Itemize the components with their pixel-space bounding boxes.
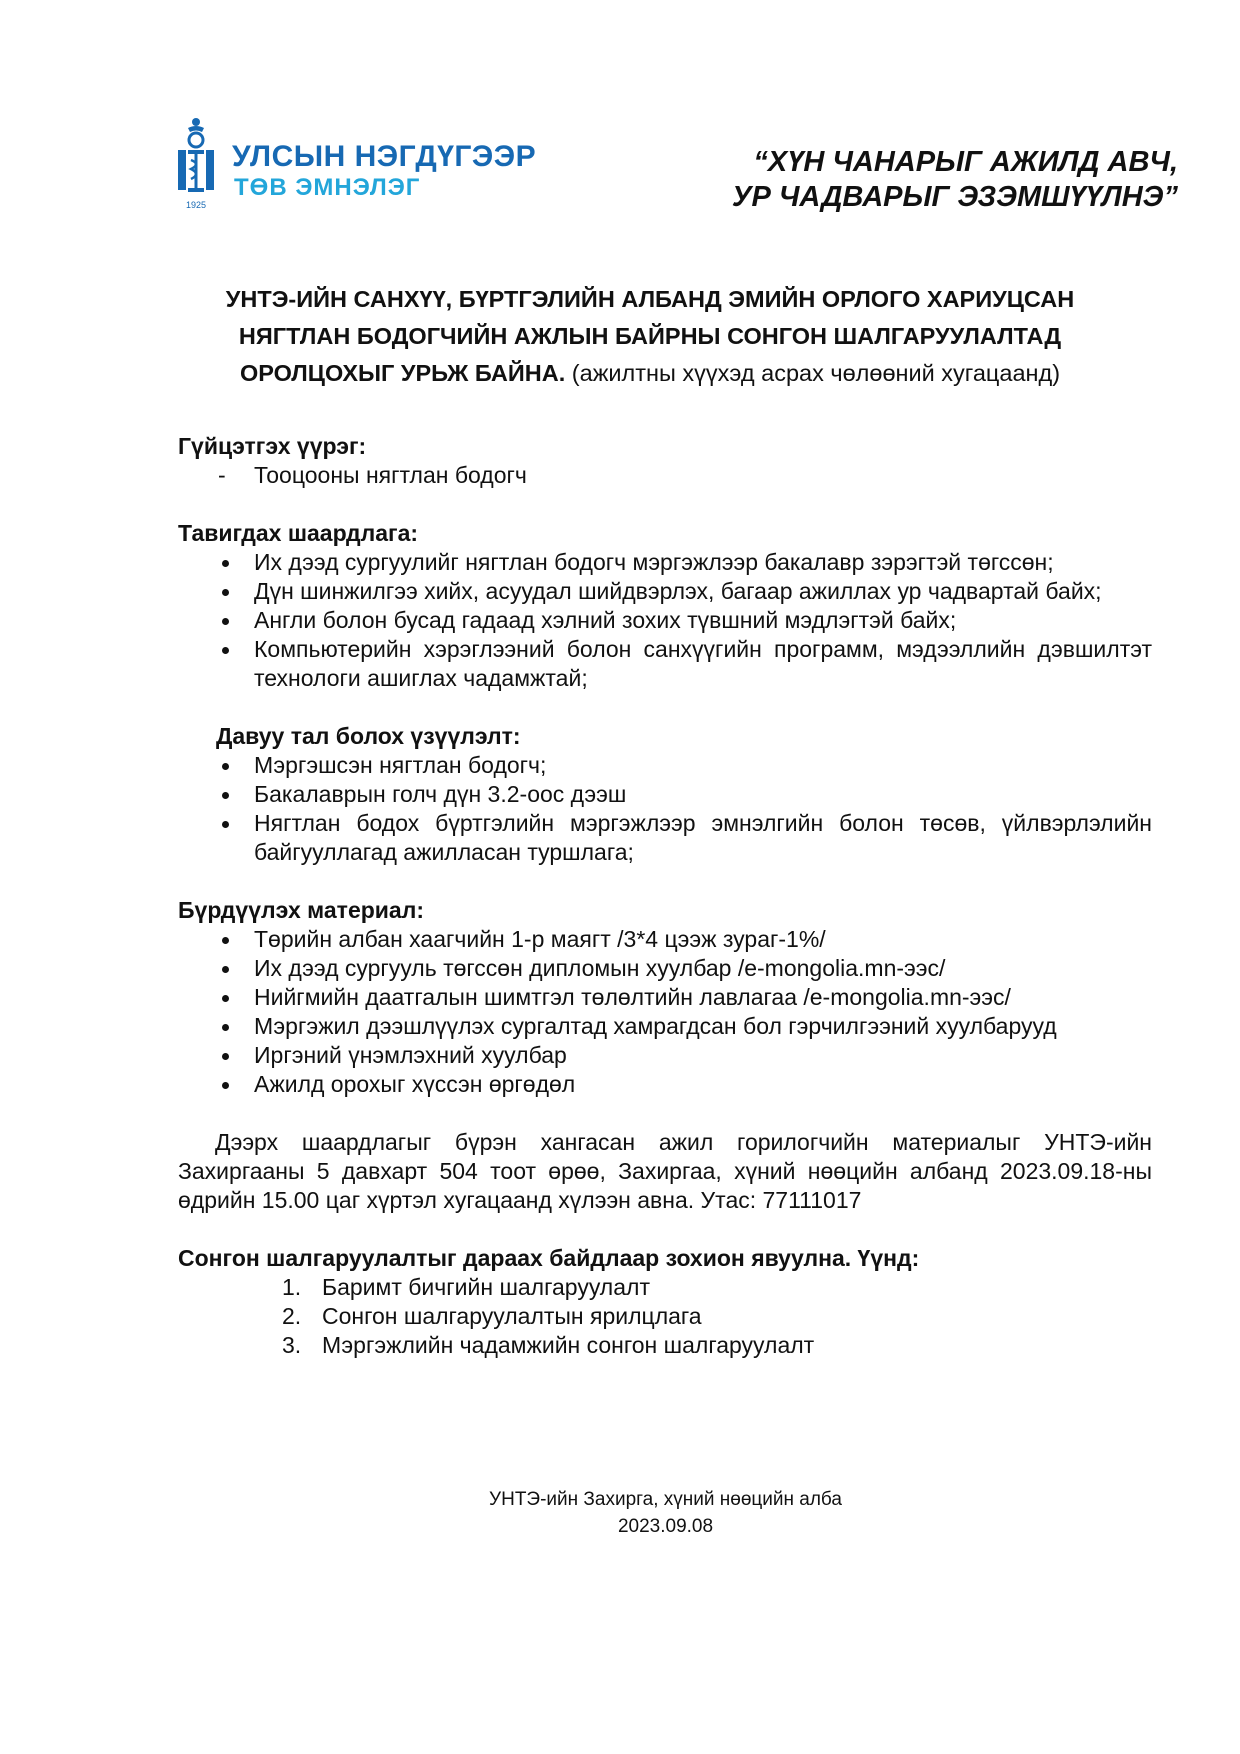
selection-heading: Сонгон шалгаруулалтыг дараах байдлаар зохион явуулна. Үүнд:: [178, 1245, 920, 1271]
advantage-text: Нягтлан бодох бүртгэлийн мэргэжлээр эмнэлгийн болон төсөв, үйлвэрлэлийн байгууллагад ажилласан туршлага;: [254, 810, 1152, 865]
material-text: Нийгмийн даатгалын шимтгэл төлөлтийн лавлагаа /e-mongolia.mn-ээс/: [254, 984, 1011, 1010]
requirement-item: [178, 606, 1152, 635]
duties-section: [178, 432, 1152, 490]
logo-name-line1: УЛСЫН НЭГДҮГЭЭР: [232, 140, 537, 173]
materials-heading: Бүрдүүлэх материал:: [178, 897, 424, 923]
duty-text: Тооцооны нягтлан бодогч: [254, 462, 527, 488]
material-item: [178, 954, 1152, 983]
advantage-item: [178, 751, 1152, 780]
material-text: Иргэний үнэмлэхний хуулбар: [254, 1042, 567, 1068]
requirements-heading: Тавигдах шаардлага:: [178, 520, 419, 546]
material-text: Мэргэжил дээшлүүлэх сургалтад хамрагдсан бол гэрчилгээний хуулбарууд: [254, 1013, 1057, 1039]
announcement-title: [178, 281, 1122, 392]
duties-heading: Гүйцэтгэх үүрэг:: [178, 433, 367, 459]
signature-block: [0, 1486, 1240, 1540]
advantage-text: Мэргэшсэн нягтлан бодогч;: [254, 752, 547, 778]
bullet-icon: [222, 1053, 229, 1060]
step-text: Баримт бичгийн шалгаруулалт: [322, 1274, 650, 1300]
bullet-icon: [222, 647, 229, 654]
step-number: 1.: [282, 1274, 302, 1300]
footer-date: 2023.09.08: [617, 1516, 714, 1537]
bullet-icon: [222, 589, 229, 596]
material-text: Их дээд сургууль төгссөн дипломын хуулбар /e-mongolia.mn-ээс/: [254, 955, 946, 981]
requirement-text: Дүн шинжилгээ хийх, асуудал шийдвэрлэх, багаар ажиллах ур чадвартай байх;: [254, 578, 1102, 604]
bullet-icon: [222, 560, 229, 567]
title-line1: УНТЭ-ИЙН САНХҮҮ, БҮРТГЭЛИЙН АЛБАНД ЭМИЙН ОРЛОГО ХАРИУЦСАН: [225, 286, 1075, 312]
bullet-icon: [222, 995, 229, 1002]
material-item: [178, 925, 1152, 954]
selection-step: [178, 1331, 1152, 1360]
logo-name-line2: ТӨВ ЭМНЭЛЭГ: [234, 174, 421, 201]
material-item: [178, 1070, 1152, 1099]
logo-year: 1925: [185, 200, 207, 210]
hospital-logo: [174, 116, 556, 212]
material-item: [178, 1041, 1152, 1070]
advantage-item: [178, 780, 1152, 809]
requirement-text: Их дээд сургуулийг нягтлан бодогч мэргэжлээр бакалавр зэрэгтэй төгссөн;: [254, 549, 1054, 575]
title-line3-bold: ОРОЛЦОХЫГ УРЬЖ БАЙНА.: [239, 360, 566, 386]
selection-step: [178, 1273, 1152, 1302]
announcement-body: [178, 432, 1152, 1360]
requirement-item: [178, 548, 1152, 577]
advantage-text: Бакалаврын голч дүн 3.2-оос дээш: [254, 781, 627, 807]
material-item: [178, 1012, 1152, 1041]
step-number: 3.: [282, 1332, 302, 1358]
requirement-item: [178, 635, 1152, 693]
requirement-text: Компьютерийн хэрэглээний болон санхүүгийн программ, мэдээллийн дэвшилтэт технологи ашиглах чадамжтай;: [254, 636, 1152, 691]
material-text: Төрийн албан хаагчийн 1-р маягт /3*4 цээж зураг-1%/: [254, 926, 826, 952]
hospital-emblem-icon: [174, 116, 218, 212]
motto-line2: УР ЧАДВАРЫГ ЭЗЭМШҮҮЛНЭ”: [731, 181, 1178, 213]
dash-marker: -: [218, 462, 226, 488]
selection-step: [178, 1302, 1152, 1331]
bullet-icon: [222, 821, 229, 828]
motto: [708, 145, 1178, 215]
bullet-icon: [222, 618, 229, 625]
bullet-icon: [222, 763, 229, 770]
footer-org: УНТЭ-ийн Захирга, хүний нөөцийн алба: [489, 1489, 842, 1510]
selection-section: [178, 1244, 1152, 1360]
step-text: Сонгон шалгаруулалтын ярилцлага: [322, 1303, 702, 1329]
title-note: (ажилтны хүүхэд асрах чөлөөний хугацаанд): [565, 360, 1061, 386]
advantages-heading: Давуу тал болох үзүүлэлт:: [216, 723, 521, 749]
motto-line1: “ХҮН ЧАНАРЫГ АЖИЛД АВЧ,: [753, 146, 1178, 178]
title-line3: [178, 355, 1122, 392]
requirement-text: Англи болон бусад гадаад хэлний зохих түвшний мэдлэгтэй байх;: [254, 607, 957, 633]
duty-item: [178, 461, 1152, 490]
bullet-icon: [222, 937, 229, 944]
advantage-item: [178, 809, 1152, 867]
step-number: 2.: [282, 1303, 302, 1329]
material-text: Ажилд орохыг хүссэн өргөдөл: [254, 1071, 576, 1097]
requirements-section: [178, 519, 1152, 693]
advantages-section: [178, 722, 1152, 867]
title-line2: НЯГТЛАН БОДОГЧИЙН АЖЛЫН БАЙРНЫ СОНГОН ШАЛГАРУУЛАЛТАД: [238, 323, 1062, 349]
step-text: Мэргэжлийн чадамжийн сонгон шалгаруулалт: [322, 1332, 815, 1358]
requirement-item: [178, 577, 1152, 606]
bullet-icon: [222, 966, 229, 973]
bullet-icon: [222, 792, 229, 799]
material-item: [178, 983, 1152, 1012]
submission-paragraph: Дээрх шаардлагыг бүрэн хангасан ажил горилогчийн материалыг УНТЭ-ийн Захиргааны 5 давхарт 504 тоот өрөө, Захиргаа, хүний нөөцийн албанд 2023.09.18-ны өдрийн 15.00 цаг хүртэл хугацаанд хүлээн авна. Утас: 77111017: [178, 1129, 1152, 1213]
materials-section: [178, 896, 1152, 1099]
bullet-icon: [222, 1082, 229, 1089]
bullet-icon: [222, 1024, 229, 1031]
